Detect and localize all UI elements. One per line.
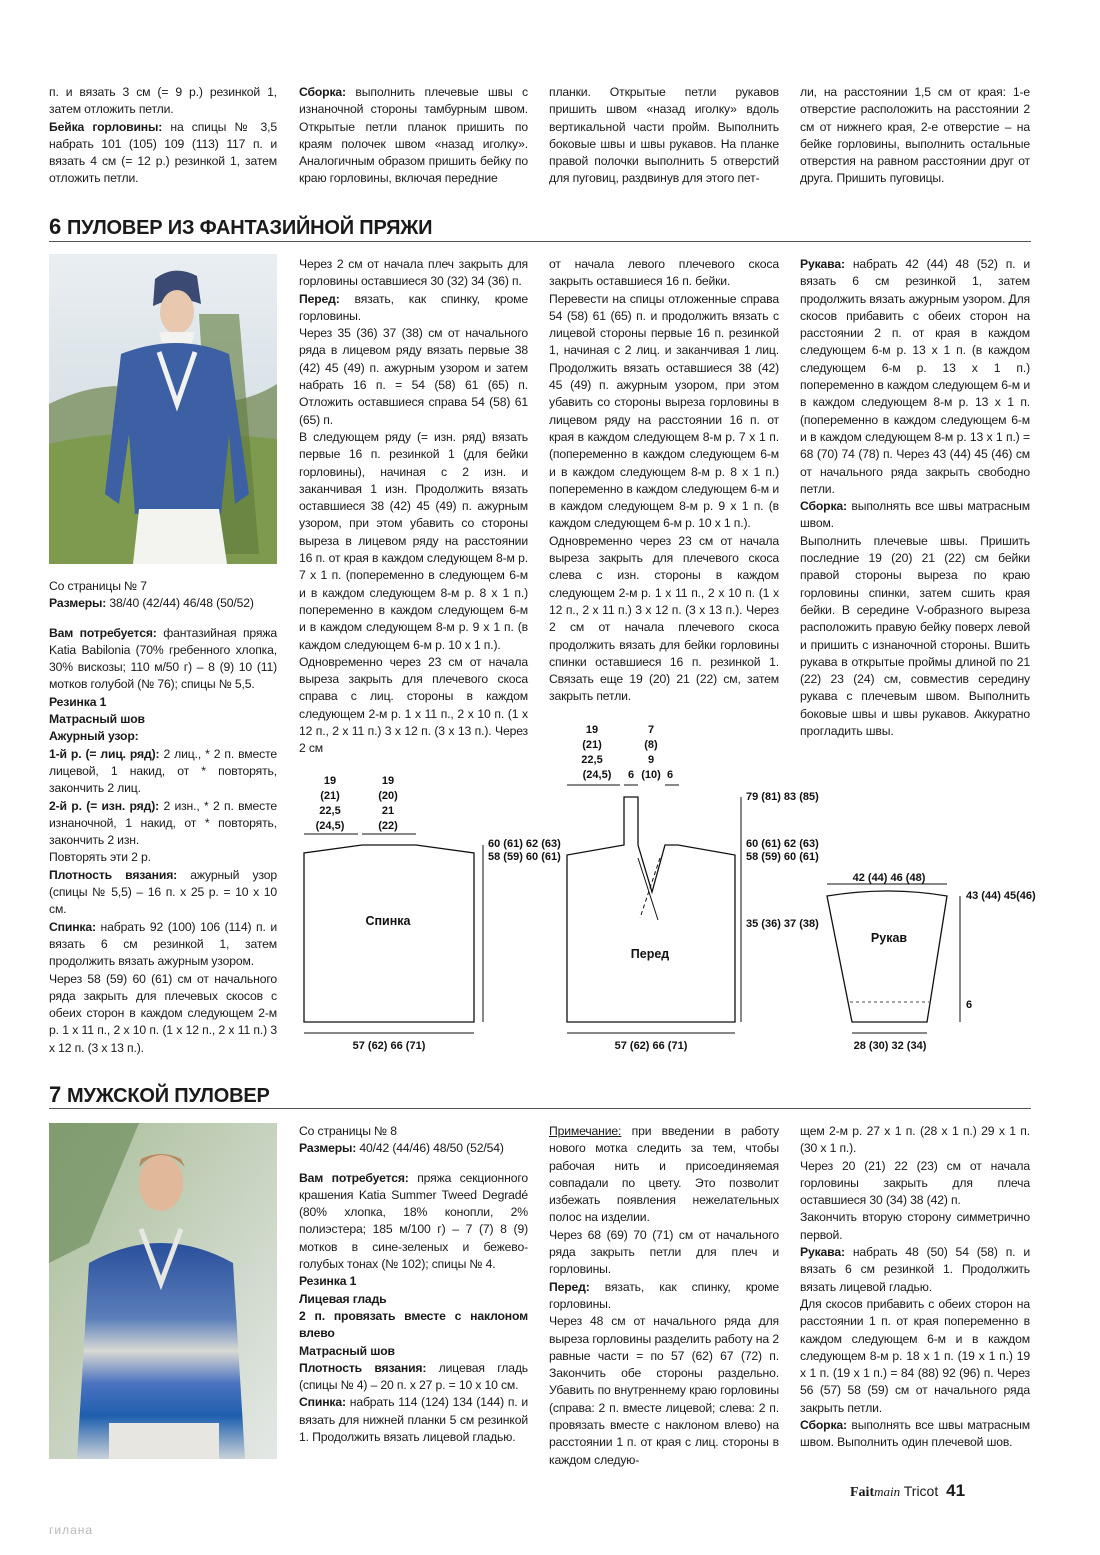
- paragraph: [299, 1170, 528, 1274]
- paragraph-text: выполнить плечевые швы с изнаночной стороны тамбурным швом. Открытые петли планок пришить по краям полочек швом «назад иголку». Аналогичным образом пришить бейку по краю горловины, включая передние: [299, 85, 528, 186]
- paragraph: [49, 694, 277, 711]
- front-top-left-1: 19: [585, 724, 599, 736]
- paragraph-text: Одновременно через 23 см от начала выреза закрыть для плечевого скоса справа с лиц. стороны в каждом следующем 2-м р. 1 x 11 п., 2 x 10 п. (1 x 12 п., 2 x 11 п.) 3 x 12 п. (3 x 13 п.). Через 2 см: [299, 654, 528, 756]
- section-6-number: 6: [49, 214, 62, 239]
- back-top-left-3: 22,5: [319, 805, 341, 817]
- top-col-4: [800, 84, 1030, 188]
- paragraph-text: Перевести на спицы отложенные справа 54 (58) 61 (65) п. и продолжить вязать с лицевой стороны первые 16 п. резинкой 1, начиная с 2 лиц. и заканчивая 1 лиц. Продолжить вязать оставшиеся 38 (42) 45 (49) п. ажурным узором, при этом убавить со стороны выреза горловины в лицевом ряду на расстоянии 16 п. от края в каждом следующем 8-м р. 7 x 1 п. (попеременно в каждом следующем 6-м и в каждом следующем 8-м р. 8 x 1 п.) попеременно в каждом следующем 6-м и в каждом следующем 8-м р. 9 x 1 п. (в каждом следующем 6-м р. 10 x 1 п.).: [549, 291, 779, 531]
- paragraph: [49, 728, 277, 745]
- paragraph: [299, 84, 528, 188]
- page-footer: [850, 1481, 965, 1501]
- front-mid-row-2: (10): [641, 769, 661, 781]
- paragraph-text: Повторять эти 2 р.: [49, 850, 151, 865]
- top-col-1: [49, 84, 277, 188]
- front-top-mid-1: 7: [647, 724, 655, 736]
- front-height-total: 79 (81) 83 (85): [746, 791, 819, 803]
- paragraph-text: Одновременно через 23 см от начала выреза закрыть для плечевого скоса слева с изн. стороны в каждом следующем 2-м р. 1 x 11 п., 2 x 10 п. (1 x 12 п., 2 x 11 п.) 3 x 12 п. (3 x 13 п.). Через 2 см от начала плечевого скоса продолжить вязать для бейки горловины спинки оставшиеся 16 п. резинкой 1. Связать еще 19 (20) 21 (22) см, затем закрыть петли.: [549, 533, 779, 704]
- paragraph-heading: 1-й р. (= лиц. ряд):: [49, 746, 160, 761]
- paragraph: [299, 1343, 528, 1360]
- back-width: 57 (62) 66 (71): [352, 1040, 426, 1052]
- paragraph: [800, 498, 1030, 533]
- paragraph: [800, 84, 1030, 188]
- paragraph: [299, 1394, 528, 1446]
- paragraph-text: на спицы № 3,5 набрать 101 (105) 109 (113) 117 п. и вязать 4 см (= 12 р.) резинкой 1, затем отложить петли.: [49, 119, 278, 186]
- sleeve-height: 43 (44) 45(46): [966, 890, 1036, 902]
- paragraph-text: лицевая гладь (спицы № 4) – 20 п. x 27 р. = 10 x 10 см.: [299, 1360, 528, 1393]
- paragraph-text: п. и вязать 3 см (= 9 р.) резинкой 1, затем отложить петли.: [49, 85, 277, 117]
- paragraph-text: Со страницы № 7: [49, 579, 147, 593]
- s7-col-2: [299, 1123, 528, 1446]
- back-top-right-4: (22): [378, 820, 398, 832]
- paragraph: [549, 1227, 779, 1279]
- front-mid-row-1: 6: [627, 769, 635, 781]
- s7-col-3: [549, 1123, 779, 1469]
- paragraph-text: набрать 48 (50) 54 (58) п. и вязать 6 см резинкой 1. Продолжить вязать лицевой гладью.: [800, 1245, 1030, 1294]
- paragraph: [800, 1417, 1030, 1452]
- paragraph: [549, 1279, 779, 1314]
- section-7-heading: [49, 1082, 270, 1108]
- paragraph-text: Через 48 см от начального ряда для выреза горловины разделить работу на 2 равные части = по 57 (62) 67 (72) п. Закончить обе стороны раздельно. Убавить по внутреннему краю горловины (справа: 2 п. вместе лицевой; слева: 2 п. провязать вместе с наклоном влево) на расстоянии 1 п. от края с лиц. стороны в каждом следую-: [549, 1314, 779, 1467]
- paragraph-text: щем 2-м р. 27 x 1 п. (28 x 1 п.) 29 x 1 п. (30 x 1 п.).: [800, 1124, 1030, 1156]
- paragraph: [299, 291, 528, 326]
- paragraph: [549, 1123, 779, 1227]
- paragraph-heading: Сборка:: [800, 499, 847, 514]
- paragraph-text: ажурный узор (спицы № 5,5) – 16 п. x 25 р. = 10 x 10 см.: [49, 867, 277, 917]
- back-schematic: [304, 775, 561, 1052]
- paragraph: [299, 1291, 528, 1308]
- paragraph-heading: Перед:: [549, 1279, 590, 1294]
- paragraph-text: выполнять все швы матрасным швом.: [800, 499, 1030, 531]
- paragraph-text: Через 35 (36) 37 (38) см от начального ряда в лицевом ряду вязать первые 38 (42) 45 (49) п. ажурным узором и затем набрать 16 п. = 54 (58) 61 (65) п. Отложить оставшиеся справа 54 (58) 61 (65) п.: [299, 326, 528, 427]
- paragraph: [549, 1313, 779, 1469]
- paragraph: [800, 533, 1030, 741]
- paragraph-text: 40/42 (44/46) 48/50 (52/54): [356, 1141, 504, 1156]
- paragraph-text: пряжа секционного крашения Katia Summer Tweed Degradé (80% хлопка, 18% конопли, 2% полиэстера; 185 м/100 г) – 7 (7) 8 (9) мотков в сине-зеленых и бежево-голубых тонах (№ 102); спицы № 4.: [299, 1170, 528, 1272]
- paragraph-heading: 2-й р. (= изн. ряд):: [49, 798, 160, 813]
- front-width: 57 (62) 66 (71): [614, 1040, 688, 1052]
- paragraph-heading: Матрасный шов: [299, 1343, 395, 1358]
- section-7-title: МУЖСКОЙ ПУЛОВЕР: [67, 1085, 270, 1107]
- paragraph: [299, 1308, 528, 1343]
- section-7-number: 7: [49, 1082, 62, 1107]
- paragraph: [800, 1296, 1030, 1417]
- paragraph: [800, 1123, 1030, 1158]
- paragraph: [49, 867, 277, 919]
- section-6-title: ПУЛОВЕР ИЗ ФАНТАЗИЙНОЙ ПРЯЖИ: [67, 217, 433, 239]
- man-in-gradient-sweater-photo: [49, 1123, 277, 1459]
- paragraph-heading: Вам потребуется:: [299, 1170, 409, 1185]
- paragraph: [299, 1273, 528, 1290]
- s6-col-2: [299, 256, 528, 758]
- paragraph-text: Через 20 (21) 22 (23) см от начала горловины закрыть для плеча оставшиеся 30 (34) 38 (42) п.: [800, 1158, 1030, 1208]
- paragraph: [299, 256, 528, 291]
- back-top-left-1: 19: [323, 775, 337, 787]
- paragraph-text: от начала левого плечевого скоса закрыть оставшиеся 16 п. бейки.: [549, 257, 779, 289]
- front-height-a: 60 (61) 62 (63): [746, 838, 819, 850]
- paragraph-text: Через 68 (69) 70 (71) см от начального ряда закрыть петли для плеч и горловины.: [549, 1227, 779, 1277]
- paragraph-text: 2 изн., * 2 п. вместе изнаночной, 1 накид, от * повторять, закончить 2 изн.: [49, 798, 277, 848]
- section-7-rule: [49, 1108, 1031, 1109]
- paragraph: [49, 849, 277, 866]
- sleeve-schematic: [827, 872, 1036, 1052]
- paragraph: [800, 1158, 1030, 1210]
- paragraph-text: Для скосов прибавить с обеих сторон на расстоянии 1 п. от края попеременно в каждом следующем 6-м и в каждом следующем 8-м р. 18 x 1 п. (19 x 1 п.) 19 x 1 п. (19 x 1 п.) = 84 (88) 92 (96) п. Через 56 (57) 58 (59) см от начального ряда закрыть петли.: [800, 1296, 1030, 1415]
- paragraph: [49, 84, 277, 119]
- paragraph-heading: Лицевая гладь: [299, 1291, 387, 1306]
- woman-in-blue-sweater-photo: [49, 254, 277, 564]
- page-number: 41: [946, 1481, 966, 1500]
- paragraph: [800, 1244, 1030, 1296]
- s6-col-4: [800, 256, 1030, 740]
- front-mid-row-3: 6: [666, 769, 674, 781]
- paragraph-text: Закончить вторую сторону симметрично первой.: [800, 1210, 1030, 1242]
- paragraph-heading: Резинка 1: [49, 694, 107, 709]
- paragraph-text: при введении в работу нового мотка следить за тем, чтобы рабочая нить и присоединяемая совпадали по цвету. Это позволит избежать появления нежелательных полос на изделии.: [549, 1124, 779, 1225]
- paragraph: [800, 256, 1030, 498]
- top-col-3: [549, 84, 779, 188]
- paragraph-heading: Рукава:: [800, 1245, 845, 1260]
- paragraph: [549, 84, 779, 188]
- paragraph-text: ли, на расстоянии 1,5 см от края: 1-е отверстие расположить на расстоянии 2 см от нижнего края, 2-е отверстие – на бейке горловины, выполнить остальные отверстия на равном расстоянии друг от друга. Пришить пуговицы.: [800, 85, 1030, 186]
- back-top-right-3: 21: [381, 805, 395, 817]
- back-height-b: 58 (59) 60 (61): [488, 851, 561, 863]
- paragraph-heading: 2 п. провязать вместе с наклоном влево: [299, 1308, 528, 1341]
- paragraph: [49, 798, 277, 850]
- paragraph-heading: Сборка:: [299, 85, 346, 99]
- paragraph-text: планки. Открытые петли рукавов пришить швом «назад иголку» вдоль вертикальной части пройм. Выполнить боковые швы и швы рукавов. На планке правой полочки выполнить 5 отверстий для пуговиц, раздвинув для этого пет-: [549, 85, 779, 186]
- back-height-a: 60 (61) 62 (63): [488, 838, 561, 850]
- paragraph: [49, 119, 277, 188]
- paragraph-heading: Ажурный узор:: [49, 729, 139, 744]
- paragraph: [549, 291, 779, 533]
- back-top-right-1: 19: [381, 775, 395, 787]
- brand-tricot: Tricot: [903, 1483, 939, 1499]
- paragraph-text: набрать 114 (124) 134 (144) п. и вязать для нижней планки 5 см резинкой 1. Продолжить вязать лицевой гладью.: [299, 1395, 528, 1445]
- paragraph-heading: Спинка:: [299, 1395, 346, 1410]
- paragraph-text: Через 58 (59) 60 (61) см от начального ряда закрыть для плечевых скосов с обеих сторон в каждом следующем 2-м р. 1 x 11 п., 2 x 10 п. (1 x 12 п., 2 x 11 п.) 3 x 12 п. (3 x 13 п.).: [49, 971, 277, 1055]
- paragraph-text: набрать 92 (100) 106 (114) п. и вязать 6 см резинкой 1, затем продолжить вязать ажурным узором.: [49, 919, 277, 969]
- watermark: гилана: [49, 1523, 94, 1537]
- paragraph-text: вязать, как спинку, кроме горловины.: [549, 1279, 779, 1311]
- top-col-2: [299, 84, 528, 188]
- back-top-left-2: (21): [320, 790, 340, 802]
- front-top-mid-3: 9: [647, 754, 655, 766]
- paragraph-text: вязать, как спинку, кроме горловины.: [299, 291, 528, 323]
- back-top-right-2: (20): [378, 790, 398, 802]
- back-label: Спинка: [365, 914, 411, 928]
- paragraph: [49, 578, 277, 595]
- paragraph-text: набрать 42 (44) 48 (52) п. и вязать 6 см резинкой 1, затем продолжить вязать ажурным узором. Для скосов прибавить с обеих сторон на расстоянии 2 п. от края в каждом следующем 6-м р. 13 x 1 п. (в каждом следующем 6-м р. 13 x 1 п.) попеременно в каждом следующем 6-м и в каждом следующем 8-м р. 13 x 1 п. (попеременно в каждом следующем 6-м и в каждом следующем 8-м р. 13 x 1 п.) = 68 (70) 74 (78) п. Через 43 (44) 45 (46) см от начального ряда закрыть свободно петли.: [800, 257, 1030, 496]
- paragraph-heading: Спинка:: [49, 919, 96, 934]
- front-top-left-2: (21): [582, 739, 602, 751]
- paragraph-text: 2 лиц., * 2 п. вместе лицевой, 1 накид, от * повторять, закончить 2 лиц.: [49, 746, 277, 796]
- s6-col-3: [549, 256, 779, 706]
- paragraph: [299, 654, 528, 758]
- paragraph: [49, 971, 277, 1057]
- paragraph: [49, 919, 277, 971]
- brand-main: main: [874, 1484, 901, 1499]
- back-top-left-4: (24,5): [315, 820, 345, 832]
- paragraph-text: 38/40 (42/44) 46/48 (50/52): [106, 596, 254, 611]
- sleeve-bottom-width: 28 (30) 32 (34): [853, 1040, 927, 1052]
- paragraph-heading: Матрасный шов: [49, 712, 145, 727]
- paragraph-heading: Плотность вязания:: [49, 867, 178, 882]
- paragraph: [49, 711, 277, 728]
- paragraph-text: выполнять все швы матрасным швом. Выполнить один плечевой шов.: [800, 1418, 1030, 1450]
- paragraph-heading: Бейка горловины:: [49, 119, 163, 134]
- paragraph: [299, 1140, 528, 1157]
- paragraph-note-heading: Примечание:: [549, 1124, 622, 1138]
- front-top-mid-2: (8): [644, 739, 658, 751]
- paragraph-text: фантазийная пряжа Katia Babilonia (70% гребенного хлопка, 30% вискозы; 110 м/50 г) – 8 (9) 10 (11) мотков голубой (№ 76); спицы № 5,5.: [49, 625, 277, 692]
- paragraph: [549, 256, 779, 291]
- front-top-left-4: (24,5): [582, 769, 612, 781]
- paragraph-heading: Вам потребуется:: [49, 625, 157, 640]
- paragraph-heading: Размеры:: [299, 1141, 357, 1156]
- paragraph-text: В следующем ряду (= изн. ряд) вязать первые 16 п. резинкой 1 (для бейки горловины), начиная с 2 изн. и заканчивая 1 изн. Продолжить вязать оставшиеся 38 (42) 45 (49) п. ажурным узором, при этом убавить со стороны выреза в лицевом ряду на расстоянии 16 п. от края в каждом следующем 8-м р. 7 x 1 п. (попеременно в следующем 6-м и в каждом следующем 8-м р. 8 x 1 п.) попеременно в каждом следующем 6-м и в каждом следующем 8-м р. 9 x 1 п. (в каждом следующем 6-м р. 10 x 1 п.).: [299, 429, 528, 652]
- front-height-b: 58 (59) 60 (61): [746, 851, 819, 863]
- paragraph-text: Со страницы № 8: [299, 1124, 397, 1138]
- paragraph-text: Через 2 см от начала плеч закрыть для горловины оставшиеся 30 (32) 34 (36) п.: [299, 257, 528, 289]
- paragraph: [49, 625, 277, 694]
- paragraph-heading: Перед:: [299, 291, 340, 306]
- brand-fait: Fait: [850, 1485, 875, 1500]
- paragraph: [299, 1360, 528, 1395]
- s6-col-1: [49, 578, 277, 1057]
- section-6-heading: [49, 214, 432, 240]
- paragraph-heading: Размеры:: [49, 596, 107, 611]
- sleeve-top-width: 42 (44) 46 (48): [852, 872, 926, 884]
- front-label: Перед: [630, 947, 670, 961]
- sleeve-cuff-height: 6: [966, 999, 973, 1011]
- section-6-rule: [49, 241, 1031, 242]
- paragraph: [299, 325, 528, 429]
- front-height-neck: 35 (36) 37 (38): [746, 918, 819, 930]
- front-top-left-3: 22,5: [581, 754, 603, 766]
- paragraph: [299, 1123, 528, 1140]
- paragraph-heading: Резинка 1: [299, 1274, 357, 1289]
- paragraph: [549, 533, 779, 706]
- paragraph: [800, 1209, 1030, 1244]
- paragraph: [49, 746, 277, 798]
- paragraph-heading: Рукава:: [800, 257, 845, 271]
- paragraph-heading: Плотность вязания:: [299, 1360, 427, 1375]
- paragraph-text: Выполнить плечевые швы. Пришить последние 19 (20) 21 (22) см бейки правой стороны выреза по краю горловины спинки, затем сшить края бейки. В середине V-образного выреза расположить правую бейку поверх левой и пришить с изнаночной стороны. Вшить рукава в открытые проймы длиной по 21 (22) 23 (24) см, совместив середину рукава с плечевым швом. Выполнить боковые швы и швы рукавов. Аккуратно прогладить швы.: [800, 533, 1030, 739]
- sleeve-label: Рукав: [870, 931, 908, 945]
- front-schematic: [567, 724, 819, 1052]
- paragraph: [299, 429, 528, 654]
- paragraph: [49, 595, 277, 612]
- paragraph-heading: Сборка:: [800, 1418, 847, 1433]
- s7-col-4: [800, 1123, 1030, 1452]
